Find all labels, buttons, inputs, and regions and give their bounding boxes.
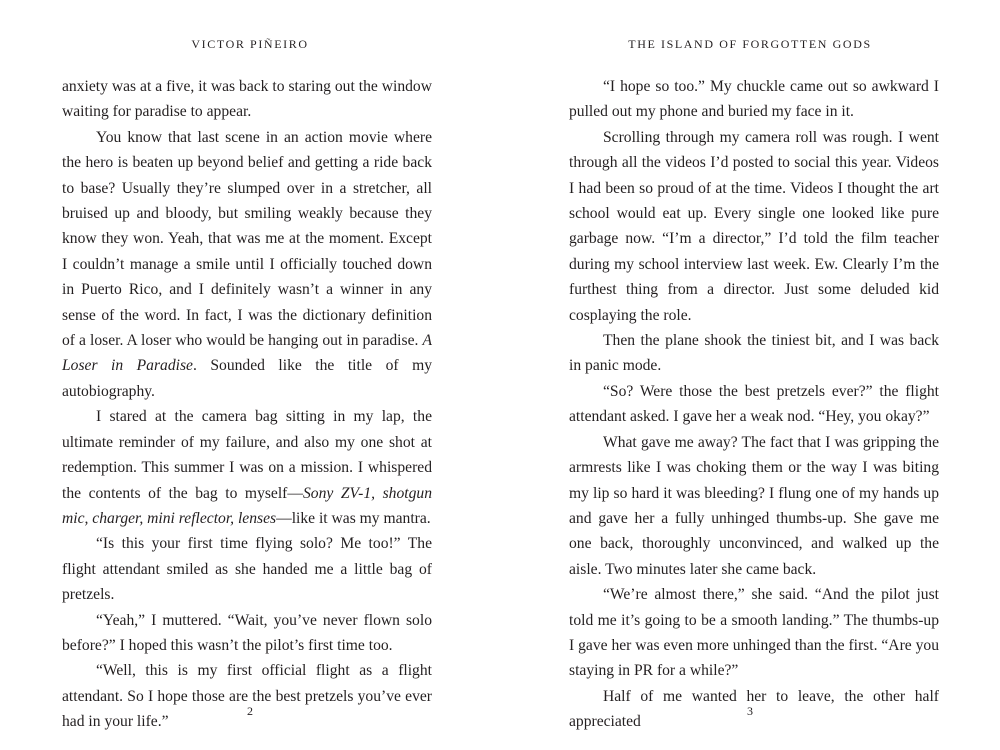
- paragraph: “Well, this is my first official flight as a flight attendant. So I hope those are the best pretzels you’ve ever had in your life.”: [62, 662, 432, 731]
- paragraph-text: —like it was my mantra.: [276, 509, 431, 527]
- running-head-author: VICTOR PIÑEIRO: [191, 37, 309, 51]
- paragraph: Then the plane shook the tiniest bit, and I was back in panic mode.: [569, 332, 939, 375]
- paragraph: “We’re almost there,” she said. “And the pilot just told me it’s going to be a smooth landing.” The thumbs-up I gave her was even more unhinged than the first. “Are you staying in PR for a while?”: [569, 586, 939, 680]
- paragraph-text: . Sounded like the title of my autobiography.: [62, 357, 432, 400]
- paragraph: “So? Were those the best pretzels ever?” the flight attendant asked. I gave her a weak nod. “Hey, you okay?”: [569, 382, 939, 426]
- page-number-left: 2: [247, 704, 253, 718]
- paragraph: “Is this your first time flying solo? Me too!” The flight attendant smiled as she handed me a little bag of pretzels.: [62, 535, 432, 604]
- italic-mantra: Sony ZV-1, shotgun mic, charger, mini reflector, lenses: [62, 484, 432, 527]
- paragraph: [62, 404, 432, 531]
- italic-title: A Loser in Paradise: [62, 332, 432, 375]
- running-head-title: THE ISLAND OF FORGOTTEN GODS: [628, 37, 872, 51]
- paragraph-text: You know that last scene in an action movie where the hero is beaten up beyond belief and getting a ride back to base? Usually they’re slumped over in a stretcher, all bruised up and bloody, but smiling weakly because they know they won. Yeah, that was me at the moment. Except I couldn’t manage a smile until I officially touched down in Puerto Rico, and I definitely wasn’t a winner in any sense of the word. In fact, I was the dictionary definition of a loser. A loser who would be hanging out in paradise.: [62, 128, 432, 350]
- right-page-text: [569, 74, 939, 735]
- paragraph: [62, 125, 432, 404]
- page-number-right: 3: [747, 704, 753, 718]
- right-page: [500, 0, 1000, 750]
- left-page-text: [62, 74, 432, 735]
- paragraph: “Yeah,” I muttered. “Wait, you’ve never flown solo before?” I hoped this wasn’t the pilot’s first time too.: [62, 611, 432, 654]
- paragraph-text: I stared at the camera bag sitting in my lap, the ultimate reminder of my failure, and also my one shot at redemption. This summer I was on a mission. I whispered the contents of the bag to myself—: [62, 408, 432, 502]
- paragraph: Scrolling through my camera roll was rough. I went through all the videos I’d posted to social this year. Videos I had been so proud of at the time. Videos I thought the art school would eat up. Every single one looked like pure garbage now. “I’m a director,” I’d told the film teacher during my school interview last week. Ew. Clearly I’m the furthest thing from a director. Just some deluded kid cosplaying the role.: [569, 128, 939, 324]
- paragraph: anxiety was at a five, it was back to staring out the window waiting for paradise to appear.: [62, 78, 432, 121]
- paragraph: What gave me away? The fact that I was gripping the armrests like I was choking them or the way I was biting my lip so hard it was bleeding? I flung one of my hands up and gave her a fully unhinged thumbs-up. She gave me one back, thoroughly unconvinced, and walked up the aisle. Two minutes later she came back.: [569, 433, 939, 578]
- paragraph: Half of me wanted her to leave, the other half appreciated: [569, 687, 939, 731]
- paragraph: “I hope so too.” My chuckle came out so awkward I pulled out my phone and buried my face in it.: [569, 78, 939, 121]
